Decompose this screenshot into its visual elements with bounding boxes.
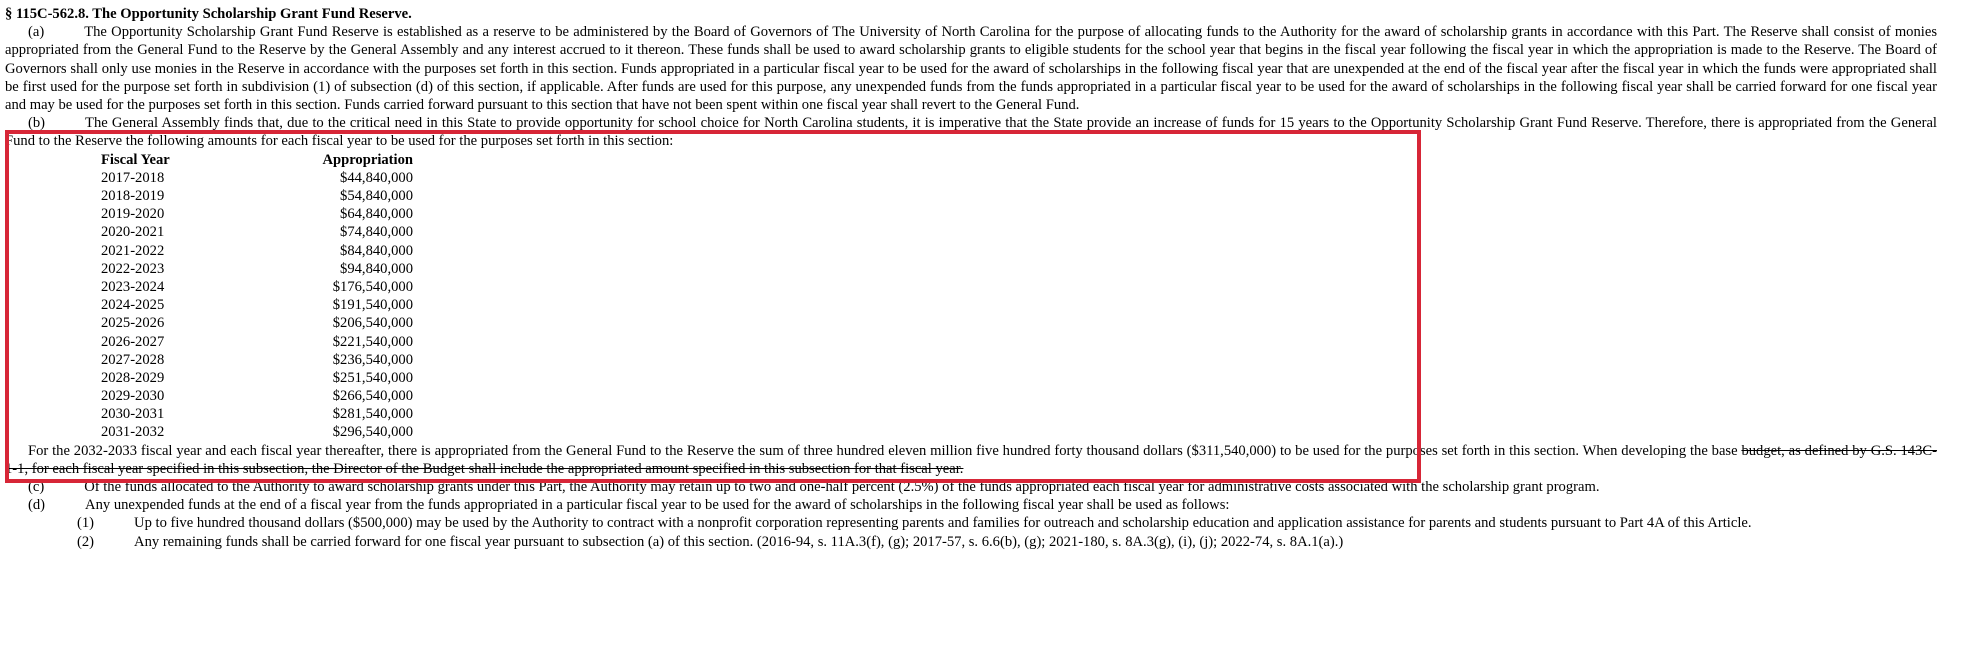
- fiscal-year-cell: 2019-2020: [101, 206, 165, 223]
- fiscal-year-cell: 2022-2023: [101, 260, 165, 277]
- subsection-b-label: (b): [28, 115, 46, 132]
- appropriation-cell: $74,840,000: [340, 224, 413, 241]
- table-row: [101, 260, 1937, 278]
- appropriation-cell: $94,840,000: [340, 260, 413, 277]
- table-body: [101, 169, 1937, 442]
- appropriation-cell: $221,540,000: [332, 333, 413, 350]
- appropriation-cell: $296,540,000: [332, 424, 413, 441]
- statute-document: [5, 5, 1937, 551]
- appropriation-cell: $176,540,000: [332, 278, 413, 295]
- subsection-c-text: Of the funds allocated to the Authority to award scholarship grants under this Part, the Authority may retain up to two and one-half percent (2.5%) of the funds appropriated each fiscal year for administrative costs associated with the scholarship grant program.: [84, 479, 1600, 496]
- table-row: [101, 333, 1937, 351]
- fiscal-year-cell: 2029-2030: [101, 388, 165, 405]
- subdivision-1-text: Up to five hundred thousand dollars ($500,000) may be used by the Authority to contract with a nonprofit corporation representing parents and families for outreach and scholarship education and application assistance for parents and students pursuant to Part 4A of this Article.: [134, 515, 1752, 532]
- subsection-c-label: (c): [28, 479, 45, 496]
- appropriation-cell: $266,540,000: [332, 388, 413, 405]
- table-row: [101, 278, 1937, 296]
- subsection-c: [5, 478, 1937, 496]
- subsection-a-text: The Opportunity Scholarship Grant Fund Reserve is established as a reserve to be administered by the Board of Governors of The University of North Carolina for the purpose of allocating funds to the Authority for the award of scholarship grants in accordance with this Part. The Reserve shall consist of monies appropriated from the General Fund to the Reserve by the General Assembly and any interest accrued to it thereon. These funds shall be used to award scholarship grants to eligible students for the school year that begins in the fiscal year following the fiscal year in which the appropriation is made to the Reserve. The Board of Governors shall only use monies in the Reserve in accordance with the purposes set forth in this section. Funds appropriated in a particular fiscal year to be used for the award of scholarships in the following fiscal year that are unexpended at the end of the fiscal year after the fiscal year in which the funds were appropriated shall be first used for the purpose set forth in subdivision (1) of subsection (d) of this section, if applicable. After funds are used for this purpose, any unexpended funds from the funds appropriated in a particular fiscal year to be used for the award of scholarships in the following fiscal year shall be carried forward for one fiscal year and may be used for the purposes set forth in this section. Funds carried forward pursuant to this section that have not been spent within one fiscal year shall revert to the General Fund.: [5, 24, 1937, 114]
- paragraph-after-table-text: For the 2032-2033 fiscal year and each fiscal year thereafter, there is appropriated from the General Fund to the Reserve the sum of three hundred eleven million five hundred forty thousand dollars ($311,540,000) to be used for the purposes set forth in this section. When developing the base: [28, 442, 1742, 459]
- struck-through-text: budget, as defined by G.S. 143C-1-1, for each fiscal year specified in this subsection, the Director of the Budget shall include the appropriated amount specified in this subsection for that fiscal year.: [5, 442, 1937, 477]
- appropriation-cell: $44,840,000: [340, 169, 413, 186]
- table-row: [101, 296, 1937, 314]
- appropriation-cell: $191,540,000: [332, 297, 413, 314]
- subsection-a-label: (a): [28, 24, 45, 41]
- subsection-d-label: (d): [28, 497, 46, 514]
- section-heading: § 115C-562.8. The Opportunity Scholarship Grant Fund Reserve.: [5, 6, 412, 22]
- appropriation-cell: $54,840,000: [340, 188, 413, 204]
- table-row: [101, 387, 1937, 405]
- fiscal-year-cell: 2025-2026: [101, 315, 165, 332]
- table-row: [101, 205, 1937, 223]
- table-row: [101, 314, 1937, 332]
- subdivision-1: [5, 514, 1937, 532]
- fiscal-year-cell: 2018-2019: [101, 188, 165, 204]
- table-row: [101, 187, 1937, 205]
- paragraph-after-table: [5, 442, 1937, 478]
- fiscal-year-cell: 2017-2018: [101, 169, 165, 186]
- subsection-b-text: The General Assembly finds that, due to the critical need in this State to provide opportunity for school choice for North Carolina students, it is imperative that the State provide an increase of funds for 15 years to the Opportunity Scholarship Grant Fund Reserve. Therefore, there is appropriated from the General Fund to the Reserve the following amounts for each fiscal year to be used for the purposes set forth in this section:: [5, 115, 1937, 150]
- fiscal-year-cell: 2023-2024: [101, 278, 165, 295]
- table-row: [101, 405, 1937, 423]
- appropriation-table: [101, 151, 1937, 442]
- column-header-appropriation: Appropriation: [322, 151, 413, 168]
- subsection-d: [5, 496, 1937, 514]
- appropriation-cell: $236,540,000: [332, 351, 413, 368]
- table-row: [101, 223, 1937, 241]
- table-row: [101, 369, 1937, 387]
- fiscal-year-cell: 2028-2029: [101, 369, 165, 386]
- appropriation-cell: $206,540,000: [332, 315, 413, 332]
- table-row: [101, 423, 1937, 441]
- subdivision-2-label: (2): [77, 533, 95, 550]
- subsection-a: [5, 23, 1937, 114]
- appropriation-cell: $281,540,000: [332, 406, 413, 423]
- subdivision-1-label: (1): [77, 515, 95, 532]
- appropriation-cell: $64,840,000: [340, 206, 413, 223]
- appropriation-cell: $84,840,000: [340, 242, 413, 259]
- fiscal-year-cell: 2024-2025: [101, 297, 165, 314]
- table-row: [101, 242, 1937, 260]
- subsection-b: [5, 114, 1937, 150]
- fiscal-year-cell: 2027-2028: [101, 351, 165, 368]
- fiscal-year-cell: 2021-2022: [101, 242, 165, 259]
- fiscal-year-cell: 2020-2021: [101, 224, 165, 241]
- table-header-row: [101, 151, 1937, 169]
- column-header-fiscal-year: Fiscal Year: [101, 151, 170, 168]
- appropriation-cell: $251,540,000: [332, 369, 413, 386]
- subdivision-2-text: Any remaining funds shall be carried forward for one fiscal year pursuant to subsection (a) of this section. (2016-94, s. 11A.3(f), (g); 2017-57, s. 6.6(b), (g); 2021-180, s. 8A.3(g), (i), (j); 2022-74, s. 8A.1(a).): [134, 533, 1344, 550]
- subdivision-2: [5, 533, 1937, 551]
- fiscal-year-cell: 2030-2031: [101, 406, 165, 423]
- fiscal-year-cell: 2031-2032: [101, 424, 165, 441]
- subsection-d-text: Any unexpended funds at the end of a fiscal year from the funds appropriated in a particular fiscal year to be used for the award of scholarships in the following fiscal year shall be used as follows:: [85, 497, 1230, 514]
- fiscal-year-cell: 2026-2027: [101, 333, 165, 350]
- table-row: [101, 169, 1937, 187]
- table-row: [101, 351, 1937, 369]
